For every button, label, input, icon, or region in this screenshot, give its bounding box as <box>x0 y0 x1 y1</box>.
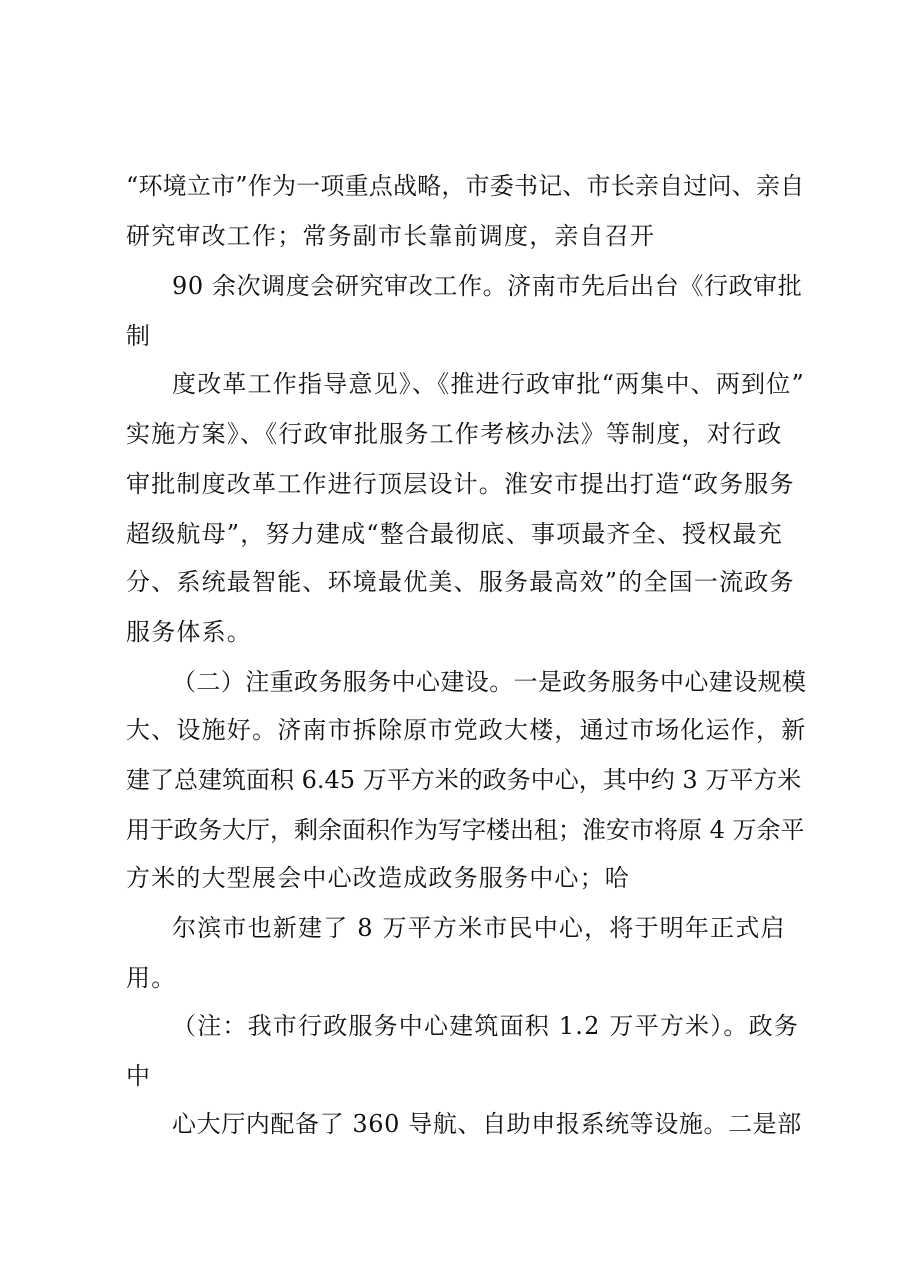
text-line-15: 方米的大型展会中心改造成政务服务中心；哈 <box>126 864 630 892</box>
text-line-2: 研究审改工作；常务副市长靠前调度，亲自召开 <box>126 222 656 250</box>
text-line-6: 实施方案》、《行政审批服务工作考核办法》等制度，对行政 <box>126 420 783 448</box>
text-line-3: 90 余次调度会研究审改工作。济南市先后出台《行政审批 <box>172 272 803 300</box>
text-line-11: （二）注重政务服务中心建设。一是政务服务中心建设规模 <box>172 668 807 696</box>
text-line-5: 度改革工作指导意见》、《推进行政审批“两集中、两到位” <box>172 370 805 398</box>
text-line-14: 用于政务大厅，剩余面积作为写字楼出租；淮安市将原 4 万余平 <box>126 816 805 844</box>
text-line-13: 建了总建筑面积 6.45 万平方米的政务中心，其中约 3 万平方米 <box>126 766 802 794</box>
text-line-16: 尔滨市也新建了 8 万平方米市民中心，将于明年正式启 <box>172 914 786 942</box>
text-line-18: （注：我市行政服务中心建筑面积 1.2 万平方米）。政务 <box>172 1012 800 1040</box>
text-line-19: 中 <box>126 1062 152 1090</box>
text-line-20: 心大厅内配备了 360 导航、自助申报系统等设施。二是部 <box>172 1110 802 1138</box>
text-line-4: 制 <box>126 322 152 350</box>
text-line-1: “环境立市”作为一项重点战略，市委书记、市长亲自过问、亲自 <box>126 172 805 200</box>
text-line-9: 分、系统最智能、环境最优美、服务最高效”的全国一流政务 <box>126 568 795 596</box>
text-line-7: 审批制度改革工作进行顶层设计。淮安市提出打造“政务服务 <box>126 470 795 498</box>
text-line-12: 大、设施好。济南市拆除原市党政大楼，通过市场化运作，新 <box>126 716 807 744</box>
text-line-10: 服务体系。 <box>126 618 252 646</box>
text-line-17: 用。 <box>126 964 177 992</box>
text-line-8: 超级航母”，努力建成“整合最彻底、事项最齐全、授权最充 <box>126 520 783 548</box>
